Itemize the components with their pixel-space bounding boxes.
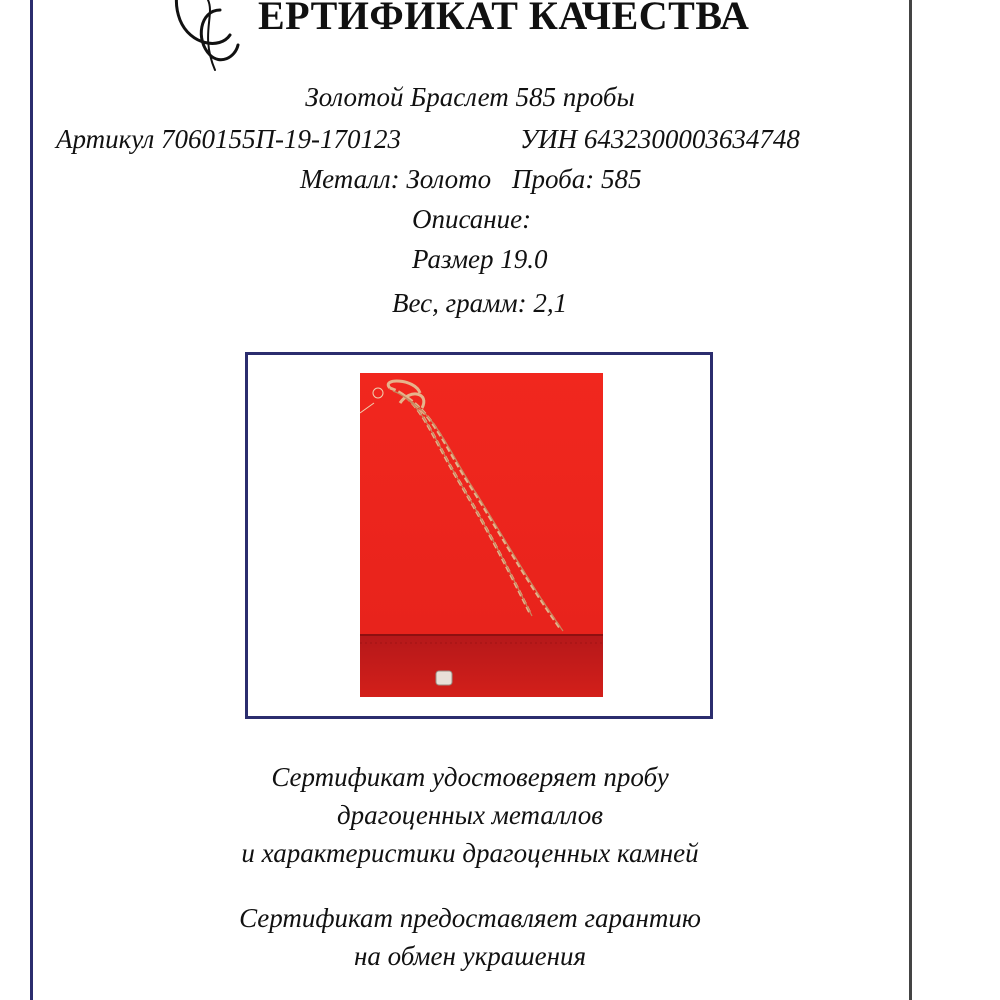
footer-line-1: Сертификат удостоверяет пробу bbox=[271, 762, 669, 792]
footer-line-5: на обмен украшения bbox=[353, 941, 587, 971]
footer-line-2: драгоценных металлов bbox=[337, 800, 603, 830]
product-name: Золотой Браслет 585 пробы bbox=[305, 82, 635, 112]
weight-label: Вес, грамм: 2,1 bbox=[392, 288, 568, 318]
metal-label: Металл: Золото bbox=[300, 164, 492, 194]
certificate-title: ЕРТИФИКАТ КАЧЕСТВА bbox=[258, 0, 750, 38]
article-number: Артикул 7060155П-19-170123 bbox=[56, 124, 402, 154]
product-photo-frame bbox=[245, 352, 713, 719]
footer-line-3: и характеристики драгоценных камней bbox=[241, 838, 699, 868]
bracelet-photo bbox=[360, 373, 603, 697]
description-label: Описание: bbox=[412, 204, 532, 234]
size-label: Размер 19.0 bbox=[412, 244, 548, 274]
footer-line-4: Сертификат предоставляет гарантию bbox=[239, 903, 701, 933]
probe-label: Проба: 585 bbox=[512, 164, 642, 194]
monogram-c-icon bbox=[160, 0, 260, 80]
uin-number: УИН 6432300003634748 bbox=[520, 124, 800, 154]
